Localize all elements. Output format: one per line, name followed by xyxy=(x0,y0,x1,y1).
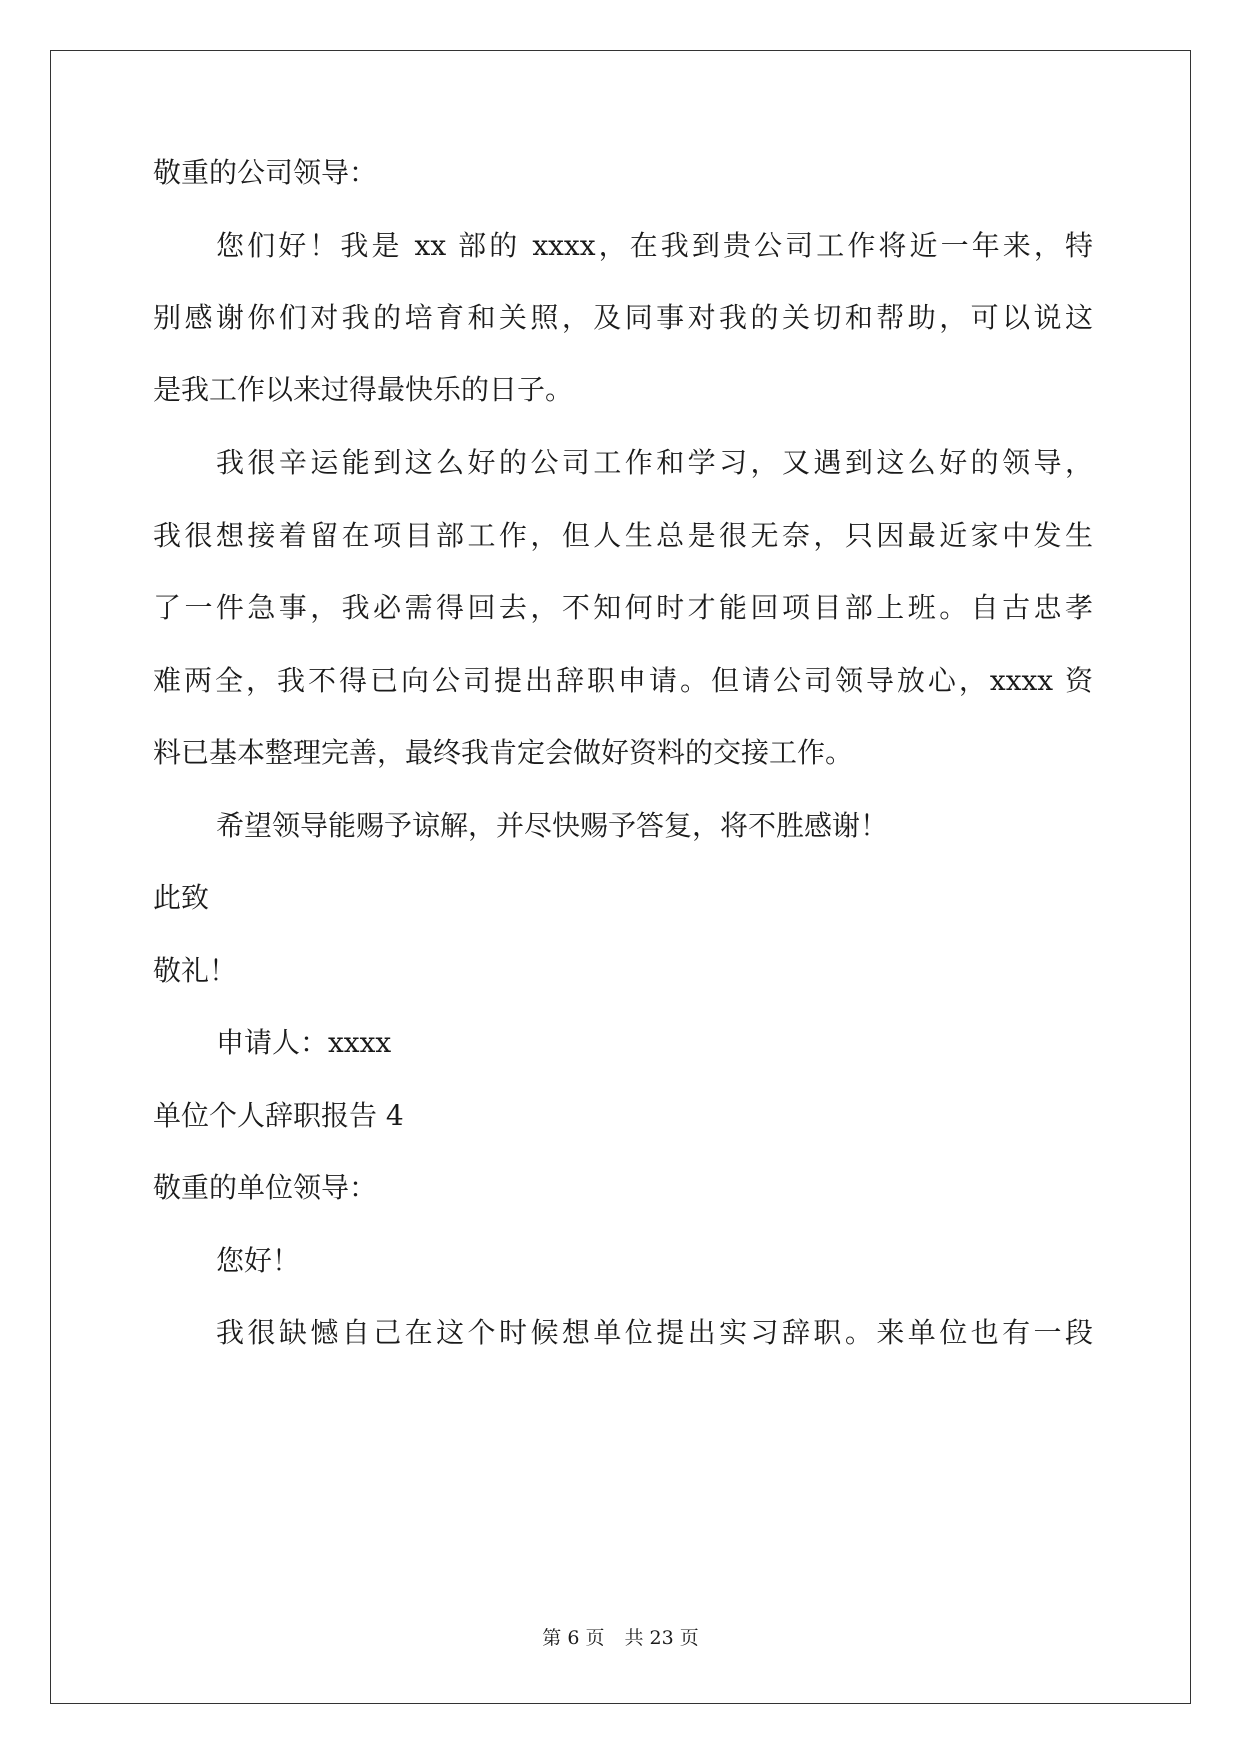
paragraph-line: 了一件急事，我必需得回去，不知何时才能回项目部上班。自古忠孝 xyxy=(153,591,1093,624)
page-footer xyxy=(0,1625,1241,1651)
signature-line: 申请人：xxxx xyxy=(216,1026,392,1059)
section-title: 单位个人辞职报告 4 xyxy=(153,1099,404,1132)
greeting-line: 您好！ xyxy=(216,1244,301,1277)
paragraph-line: 我很缺憾自己在这个时候想单位提出实习辞职。来单位也有一段 xyxy=(216,1316,1093,1349)
paragraph-line: 您们好！我是 xx 部的 xxxx，在我到贵公司工作将近一年来，特 xyxy=(216,229,1093,262)
paragraph-line: 我很辛运能到这么好的公司工作和学习，又遇到这么好的领导， xyxy=(216,446,1093,479)
paragraph-line: 难两全，我不得已向公司提出辞职申请。但请公司领导放心，xxxx 资 xyxy=(153,664,1093,697)
closing-line: 此致 xyxy=(153,881,210,914)
closing-line: 敬礼！ xyxy=(153,954,238,987)
paragraph-line: 我很想接着留在项目部工作，但人生总是很无奈，只因最近家中发生 xyxy=(153,519,1093,552)
salutation: 敬重的公司领导： xyxy=(153,156,378,189)
paragraph-line: 别感谢你们对我的培育和关照，及同事对我的关切和帮助，可以说这 xyxy=(153,301,1093,334)
paragraph-line: 希望领导能赐予谅解，并尽快赐予答复，将不胜感谢！ xyxy=(216,809,889,842)
paragraph-line: 是我工作以来过得最快乐的日子。 xyxy=(153,373,574,406)
paragraph-line: 料已基本整理完善，最终我肯定会做好资料的交接工作。 xyxy=(153,736,854,769)
salutation: 敬重的单位领导： xyxy=(153,1171,378,1204)
page-number: 第 6 页 xyxy=(542,1627,605,1649)
page-total: 共 23 页 xyxy=(624,1627,699,1649)
